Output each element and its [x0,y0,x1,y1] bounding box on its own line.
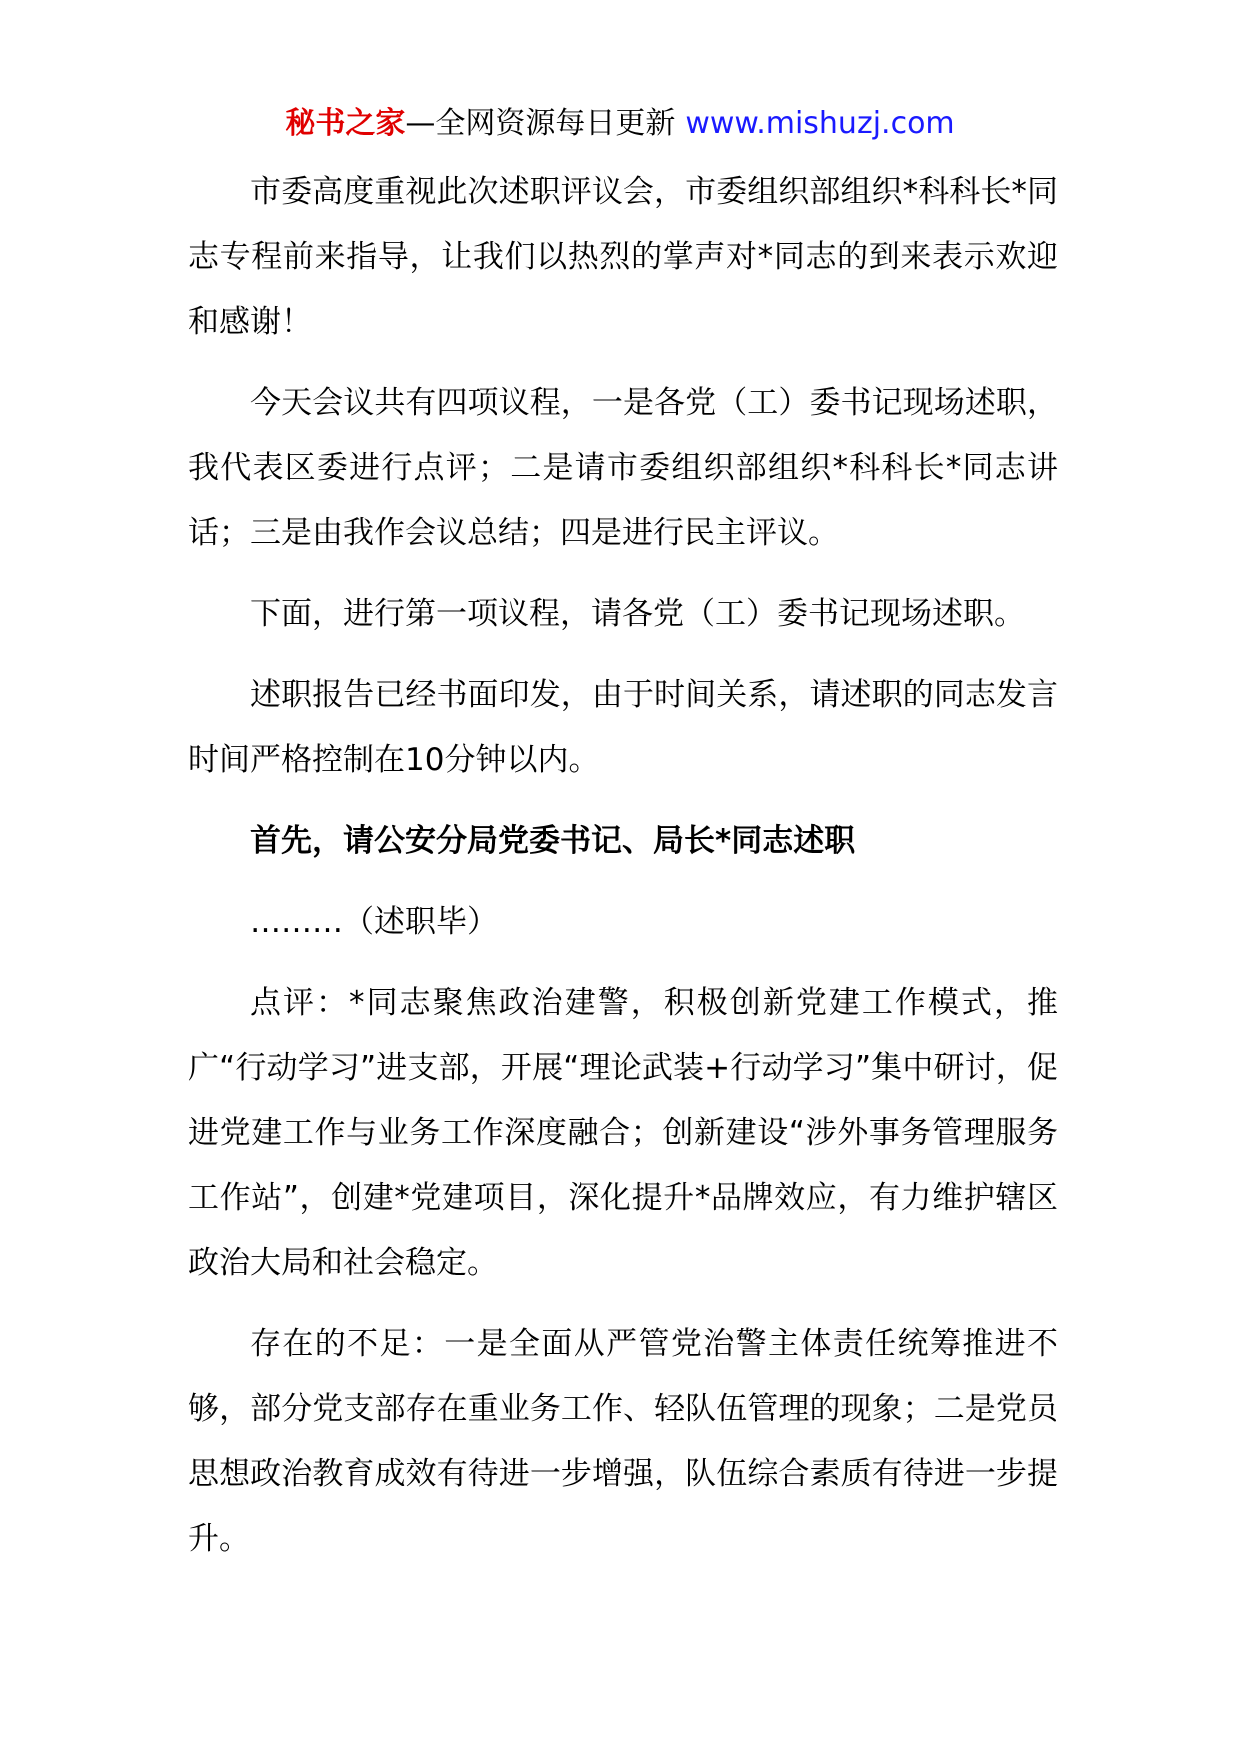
paragraph-report-done: ………（述职毕） [250,904,498,940]
brand-name: 秘书之家 [285,106,406,141]
document-body [188,160,1058,1588]
website-link[interactable]: www.mishuzj.com [685,106,955,141]
header-tagline: —全网资源每日更新 [405,106,676,141]
paragraph-shortcomings: 存在的不足：一是全面从严管党治警主体责任统筹推进不够，部分党支部存在重业务工作、轻队伍管理的现象；二是党员思想政治教育成效有待进一步增强，队伍综合素质有待进一步提升。 [188,1326,1058,1557]
page-header [0,104,1240,144]
paragraph-time-limit: 述职报告已经书面印发，由于时间关系，请述职的同志发言时间严格控制在10分钟以内。 [188,677,1058,778]
paragraph-first-item: 下面，进行第一项议程，请各党（工）委书记现场述职。 [250,596,1025,632]
paragraph-agenda: 今天会议共有四项议程，一是各党（工）委书记现场述职，我代表区委进行点评；二是请市委组织部组织*科科长*同志讲话；三是由我作会议总结；四是进行民主评议。 [188,385,1058,551]
paragraph-comment: 点评：*同志聚焦政治建警，积极创新党建工作模式，推广“行动学习”进支部，开展“理论武装+行动学习”集中研讨，促进党建工作与业务工作深度融合；创新建设“涉外事务管理服务工作站”，创建*党建项目，深化提升*品牌效应，有力维护辖区政治大局和社会稳定。 [188,985,1058,1281]
paragraph-heading-public-security: 首先，请公安分局党委书记、局长*同志述职 [250,823,856,859]
paragraph-welcome: 市委高度重视此次述职评议会，市委组织部组织*科科长*同志专程前来指导，让我们以热烈的掌声对*同志的到来表示欢迎和感谢！ [188,174,1058,340]
